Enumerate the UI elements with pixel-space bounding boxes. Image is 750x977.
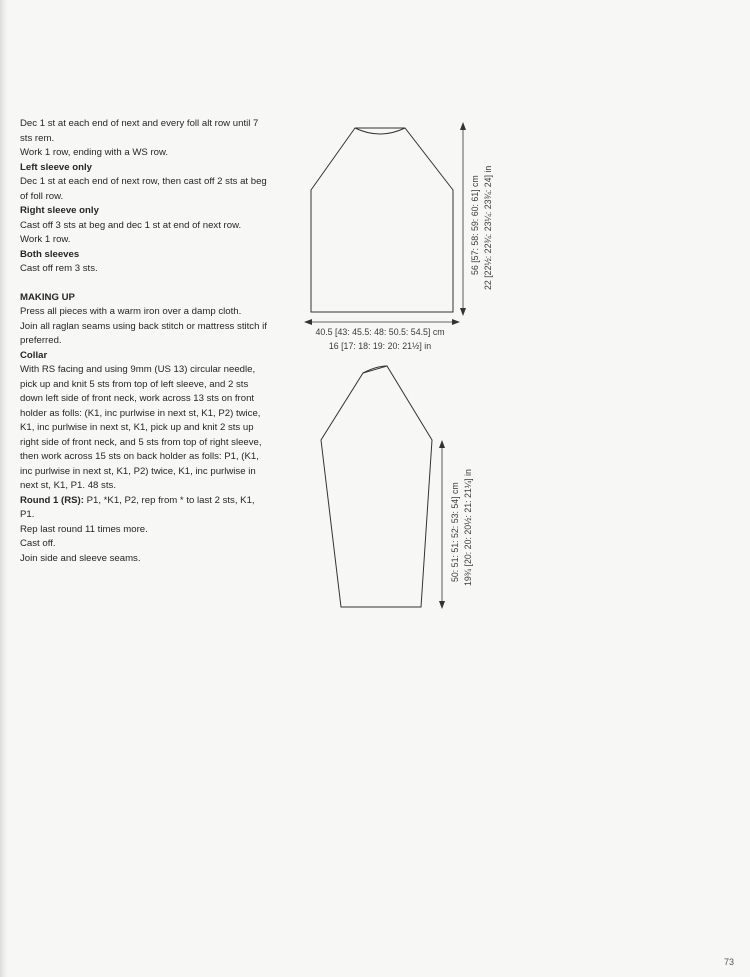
section-heading: Left sleeve only — [20, 161, 92, 173]
instruction-text: Cast off. — [20, 538, 56, 549]
pattern-instructions — [20, 117, 268, 566]
instruction-text: Work 1 row, ending with a WS row. — [20, 147, 169, 158]
sleeve-top-curve — [363, 366, 387, 373]
body-length-in-label: 22 [22½: 22¾: 23¼: 23¾: 24] in — [483, 165, 493, 290]
sleeve-schematic — [321, 366, 432, 607]
section-heading: Both sleeves — [20, 248, 80, 260]
sleeve-length-arrow — [439, 440, 445, 609]
instruction-text: Join all raglan seams using back stitch or mattress stitch if preferred. — [20, 320, 267, 346]
section-heading: Right sleeve only — [20, 205, 99, 216]
section-heading: Collar — [20, 349, 48, 361]
instruction-text: Join side and sleeve seams. — [20, 552, 141, 564]
round-text: P1, *K1, P2, rep from * to last 2 sts, K1, P1. — [20, 494, 255, 520]
neckline-curve — [355, 128, 405, 134]
body-length-cm-label: 56 [57: 58: 59: 60: 61] cm — [470, 175, 480, 275]
body-width-in-label: 16 [17: 18: 19: 20: 21½] in — [328, 341, 432, 351]
body-outline — [311, 128, 453, 312]
sleeve-length-cm-label: 50: 51: 51: 52: 53: 54] cm — [450, 482, 460, 582]
instruction-text: Work 1 row. — [20, 234, 71, 245]
body-width-arrow — [304, 319, 460, 325]
section-heading: MAKING UP — [20, 291, 75, 303]
sleeve-length-in-label: 19¾ [20: 20: 20½: 21: 21¼] in — [463, 469, 473, 586]
paragraph-spacer — [20, 277, 268, 291]
instruction-text: Cast off 3 sts at beg and dec 1 st at end of next row. — [20, 219, 242, 231]
round-instruction — [20, 494, 268, 523]
instruction-text: Rep last round 11 times more. — [20, 523, 148, 535]
body-schematic — [311, 128, 453, 312]
sleeve-outline — [321, 366, 432, 607]
round-label: Round 1 (RS): — [20, 494, 84, 506]
body-length-arrow — [460, 122, 466, 316]
instruction-text: Press all pieces with a warm iron over a damp cloth. — [20, 306, 242, 317]
page-number: 73 — [723, 957, 734, 967]
instruction-text: Dec 1 st at each end of next and every foll alt row until 7 sts rem. — [20, 118, 259, 144]
instruction-text: Dec 1 st at each end of next row, then cast off 2 sts at beg of foll row. — [20, 176, 267, 202]
page-edge-shadow — [0, 0, 8, 977]
instruction-text: With RS facing and using 9mm (US 13) circular needle, pick up and knit 5 sts from top of left sleeve, and 2 sts down left side of front neck, work across 13 sts on front holder as folls: (K1, inc purlwise in next st, K1, P2) twice, K1, inc purlwise in next st, K1, pick up and knit 2 sts up right side of front neck, and 5 sts from top of right sleeve, then work across 15 sts on back holder as folls: P1, (K1, inc purlwise in next st, K1, P2) twice, K1, inc purlwise in next st, K1, P1. 48 sts. — [20, 364, 262, 491]
body-width-cm-label: 40.5 [43: 45.5: 48: 50.5: 54.5] cm — [315, 327, 445, 337]
instruction-text: Cast off rem 3 sts. — [20, 263, 98, 274]
